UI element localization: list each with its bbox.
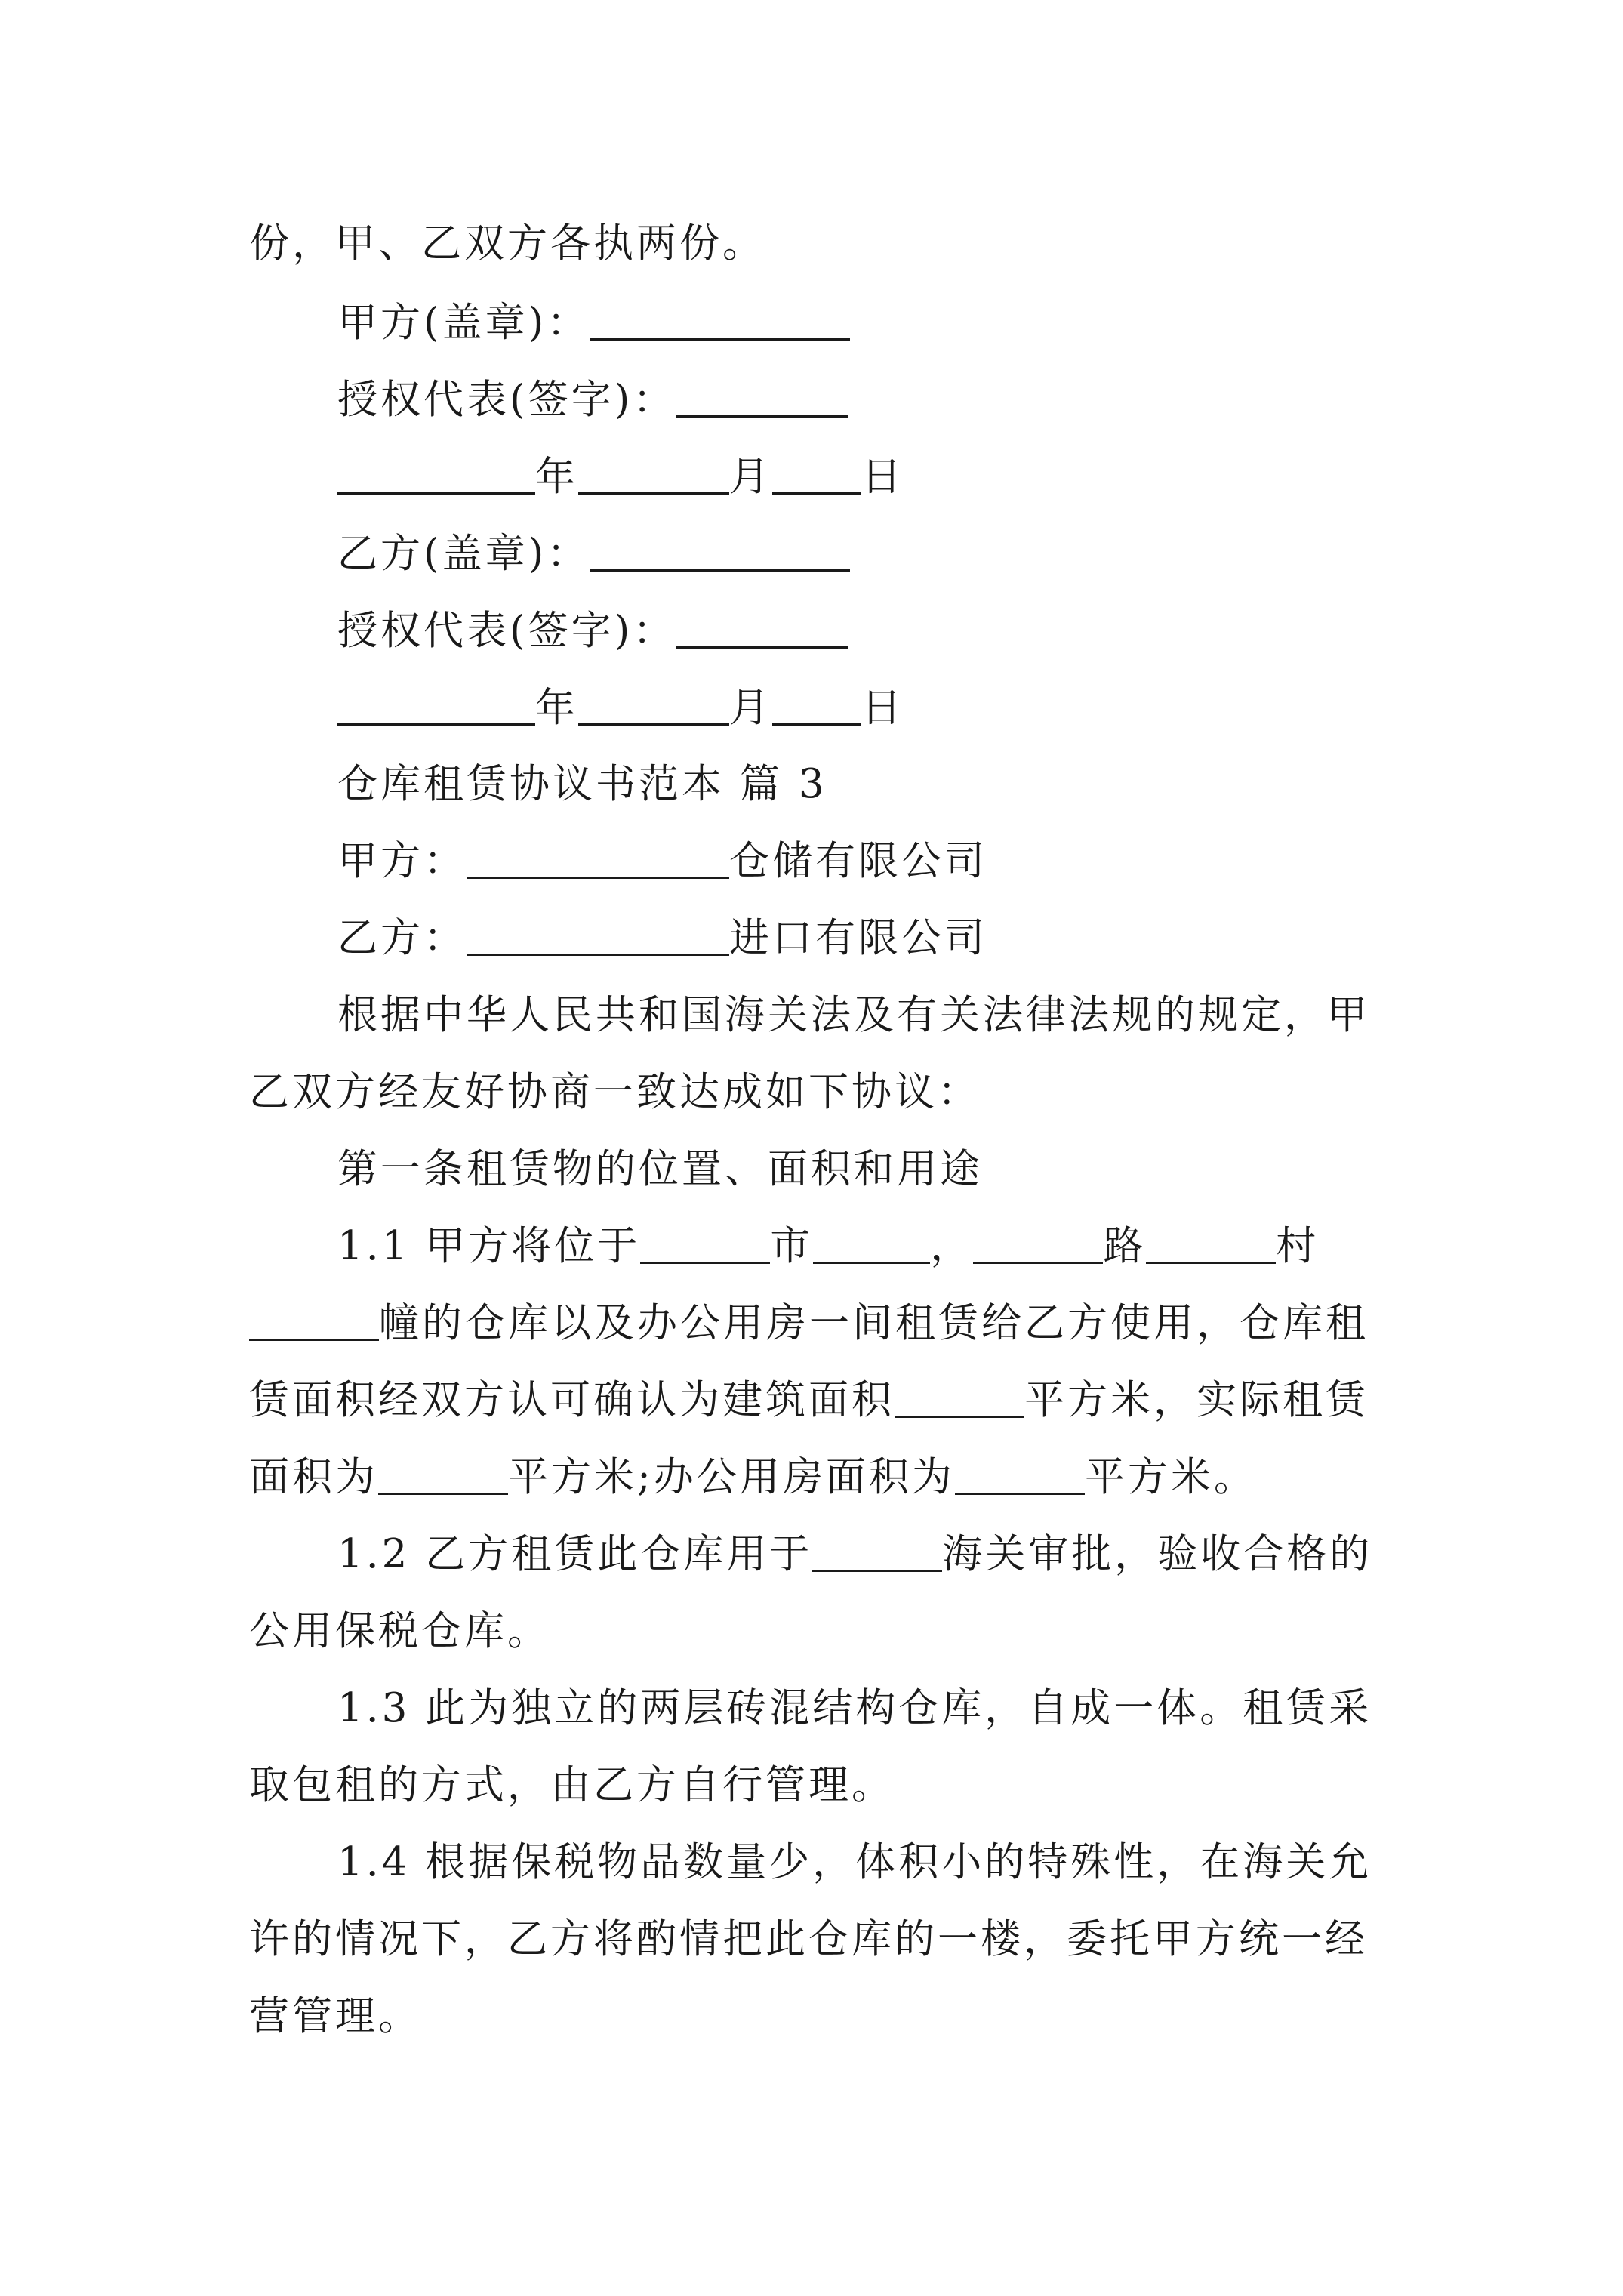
party-a-label: 甲方： — [337, 838, 467, 884]
party-b-rep-label: 授权代表(签字)： — [337, 608, 676, 654]
clause-number: 1.1 — [337, 1223, 411, 1269]
party-a-company: 仓储有限公司 — [729, 838, 987, 884]
section-heading — [337, 758, 827, 811]
party-a-date-line — [337, 451, 904, 504]
day-label: 日 — [861, 685, 904, 731]
clause-text: 乙方租赁此仓库用于 — [425, 1531, 813, 1577]
intro-line-2 — [249, 1066, 981, 1119]
clause-text: 平方米。 — [1084, 1454, 1257, 1500]
clause-text: 公用保税仓库。 — [249, 1608, 550, 1654]
clause-number: 1.2 — [337, 1531, 411, 1577]
party-b-month-blank[interactable] — [578, 683, 729, 726]
clause-1-4-line-2 — [249, 1913, 1368, 1966]
village-blank[interactable] — [1146, 1221, 1276, 1264]
city-blank[interactable] — [640, 1221, 770, 1264]
clause-text: 海关审批，验收合格的 — [942, 1531, 1373, 1577]
party-a-line — [337, 835, 987, 888]
party-b-rep-line — [337, 605, 848, 658]
building-blank[interactable] — [249, 1298, 379, 1341]
intro-text-2: 乙双方经友好协商一致达成如下协议： — [249, 1069, 981, 1115]
district-blank[interactable] — [813, 1221, 930, 1264]
party-a-day-blank[interactable] — [772, 451, 861, 495]
clause-text: 许的情况下，乙方将酌情把此仓库的一楼，委托甲方统一经 — [249, 1916, 1368, 1962]
clause-1-4-line-3 — [249, 1990, 421, 2043]
copies-line — [249, 217, 765, 270]
party-a-seal-label: 甲方(盖章)： — [337, 300, 590, 346]
clause-1-2-line-1 — [337, 1528, 1372, 1581]
clause-1-1-line-4 — [249, 1451, 1257, 1504]
intro-text-1: 根据中华人民共和国海关法及有关法律法规的规定，甲 — [337, 992, 1370, 1038]
article-1-title-text: 第一条租赁物的位置、面积和用途 — [337, 1146, 983, 1192]
party-b-seal-line — [337, 528, 850, 581]
party-b-seal-blank[interactable] — [590, 529, 850, 572]
year-label: 年 — [535, 454, 578, 500]
party-b-name-blank[interactable] — [467, 913, 729, 956]
party-a-rep-label: 授权代表(签字)： — [337, 377, 676, 423]
clause-text: 甲方将位于 — [425, 1223, 641, 1269]
clause-text: 幢的仓库以及办公用房一间租赁给乙方使用，仓库租 — [379, 1300, 1369, 1346]
office-area-blank[interactable] — [955, 1452, 1085, 1495]
party-a-rep-line — [337, 374, 848, 427]
party-b-date-line — [337, 682, 904, 735]
party-b-rep-blank[interactable] — [676, 606, 848, 649]
party-b-company: 进口有限公司 — [729, 915, 987, 961]
clause-text: 取包租的方式，由乙方自行管理。 — [249, 1762, 895, 1808]
clause-text: 营管理。 — [249, 1993, 421, 2039]
article-1-title — [337, 1143, 983, 1196]
party-a-rep-blank[interactable] — [676, 374, 848, 418]
clause-text: 赁面积经双方认可确认为建筑面积 — [249, 1377, 895, 1423]
section-heading-title: 仓库租赁协议书范本 — [337, 761, 725, 807]
clause-number: 1.3 — [337, 1685, 411, 1731]
intro-line-1 — [337, 989, 1370, 1042]
actual-area-blank[interactable] — [378, 1452, 508, 1495]
section-heading-number: 篇 3 — [740, 761, 827, 807]
road-label: 路 — [1103, 1223, 1147, 1269]
village-label: 村 — [1276, 1223, 1320, 1269]
building-area-blank[interactable] — [895, 1375, 1024, 1418]
party-b-day-blank[interactable] — [772, 683, 861, 726]
party-b-year-blank[interactable] — [337, 683, 535, 726]
month-label: 月 — [729, 685, 772, 731]
party-b-label: 乙方： — [337, 915, 467, 961]
clause-1-1-line-2 — [249, 1297, 1369, 1350]
comma: ， — [930, 1223, 974, 1269]
clause-1-1-line-1 — [337, 1220, 1319, 1273]
road-blank[interactable] — [973, 1221, 1103, 1264]
party-b-seal-label: 乙方(盖章)： — [337, 531, 590, 577]
party-b-line — [337, 912, 987, 965]
clause-1-3-line-1 — [337, 1682, 1372, 1735]
month-label: 月 — [729, 454, 772, 500]
clause-1-1-line-3 — [249, 1374, 1369, 1427]
clause-text: 此为独立的两层砖混结构仓库，自成一体。租赁采 — [425, 1685, 1372, 1731]
party-a-seal-blank[interactable] — [590, 297, 850, 341]
copies-text: 份，甲、乙双方各执两份。 — [249, 220, 765, 267]
clause-text: 根据保税物品数量少，体积小的特殊性，在海关允 — [425, 1839, 1372, 1885]
party-a-year-blank[interactable] — [337, 451, 535, 495]
party-a-seal-line — [337, 297, 850, 350]
clause-number: 1.4 — [337, 1839, 411, 1885]
customs-blank[interactable] — [812, 1529, 942, 1572]
party-a-name-blank[interactable] — [467, 836, 729, 879]
city-label: 市 — [770, 1223, 814, 1269]
clause-text: 平方米;办公用房面积为 — [508, 1454, 955, 1500]
clause-1-2-line-2 — [249, 1605, 550, 1658]
clause-text: 平方米，实际租赁 — [1024, 1377, 1369, 1423]
clause-1-4-line-1 — [337, 1836, 1372, 1889]
party-a-month-blank[interactable] — [578, 451, 729, 495]
clause-1-3-line-2 — [249, 1759, 895, 1812]
day-label: 日 — [861, 454, 904, 500]
year-label: 年 — [535, 685, 578, 731]
clause-text: 面积为 — [249, 1454, 378, 1500]
